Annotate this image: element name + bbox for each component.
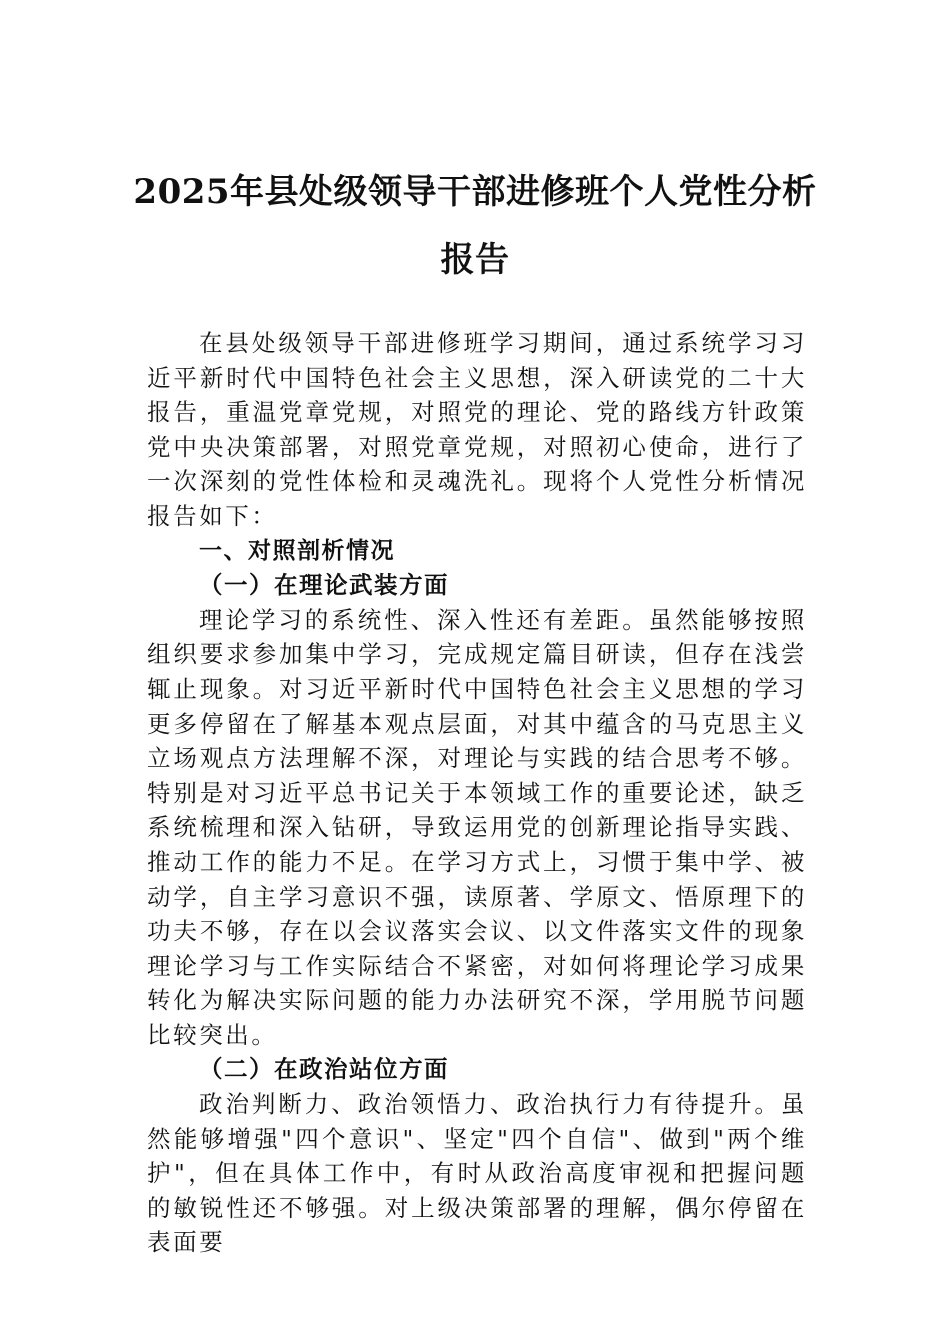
politics-paragraph: 政治判断力、政治领悟力、政治执行力有待提升。虽然能够增强"四个意识"、坚定"四个自信"、做到"两个维护"，但在具体工作中，有时从政治高度审视和把握问题的敏锐性还不够强。对上级决策部署的理解，偶尔停留在表面要 <box>147 1090 807 1257</box>
section-heading: 一、对照剖析情况 <box>199 537 395 564</box>
document-title: 2025年县处级领导干部进修班个人党性分析报告 <box>133 172 817 280</box>
theory-paragraph: 理论学习的系统性、深入性还有差距。虽然能够按照组织要求参加集中学习，完成规定篇目研读，但存在浅尝辄止现象。对习近平新时代中国特色社会主义思想的学习更多停留在了解基本观点层面，对其中蕴含的马克思主义立场观点方法理解不深，对理论与实践的结合思考不够。特别是对习近平总书记关于本领域工作的重要论述，缺乏系统梳理和深入钻研，导致运用党的创新理论指导实践、推动工作的能力不足。在学习方式上，习惯于集中学、被动学，自主学习意识不强，读原著、学原文、悟原理下的功夫不够，存在以会议落实会议、以文件落实文件的现象理论学习与工作实际结合不紧密，对如何将理论学习成果转化为解决实际问题的能力办法研究不深，学用脱节问题比较突出。 <box>147 605 807 1049</box>
subsection-heading-politics: （二）在政治站位方面 <box>199 1055 449 1084</box>
document-body <box>147 326 807 1260</box>
subsection-heading-theory: （一）在理论武装方面 <box>199 571 449 600</box>
intro-paragraph: 在县处级领导干部进修班学习期间，通过系统学习习近平新时代中国特色社会主义思想，深入研读党的二十大报告，重温党章党规，对照党的理论、党的路线方针政策党中央决策部署，对照党章党规，对照初心使命，进行了一次深刻的党性体检和灵魂洗礼。现将个人党性分析情况报告如下： <box>147 329 807 530</box>
